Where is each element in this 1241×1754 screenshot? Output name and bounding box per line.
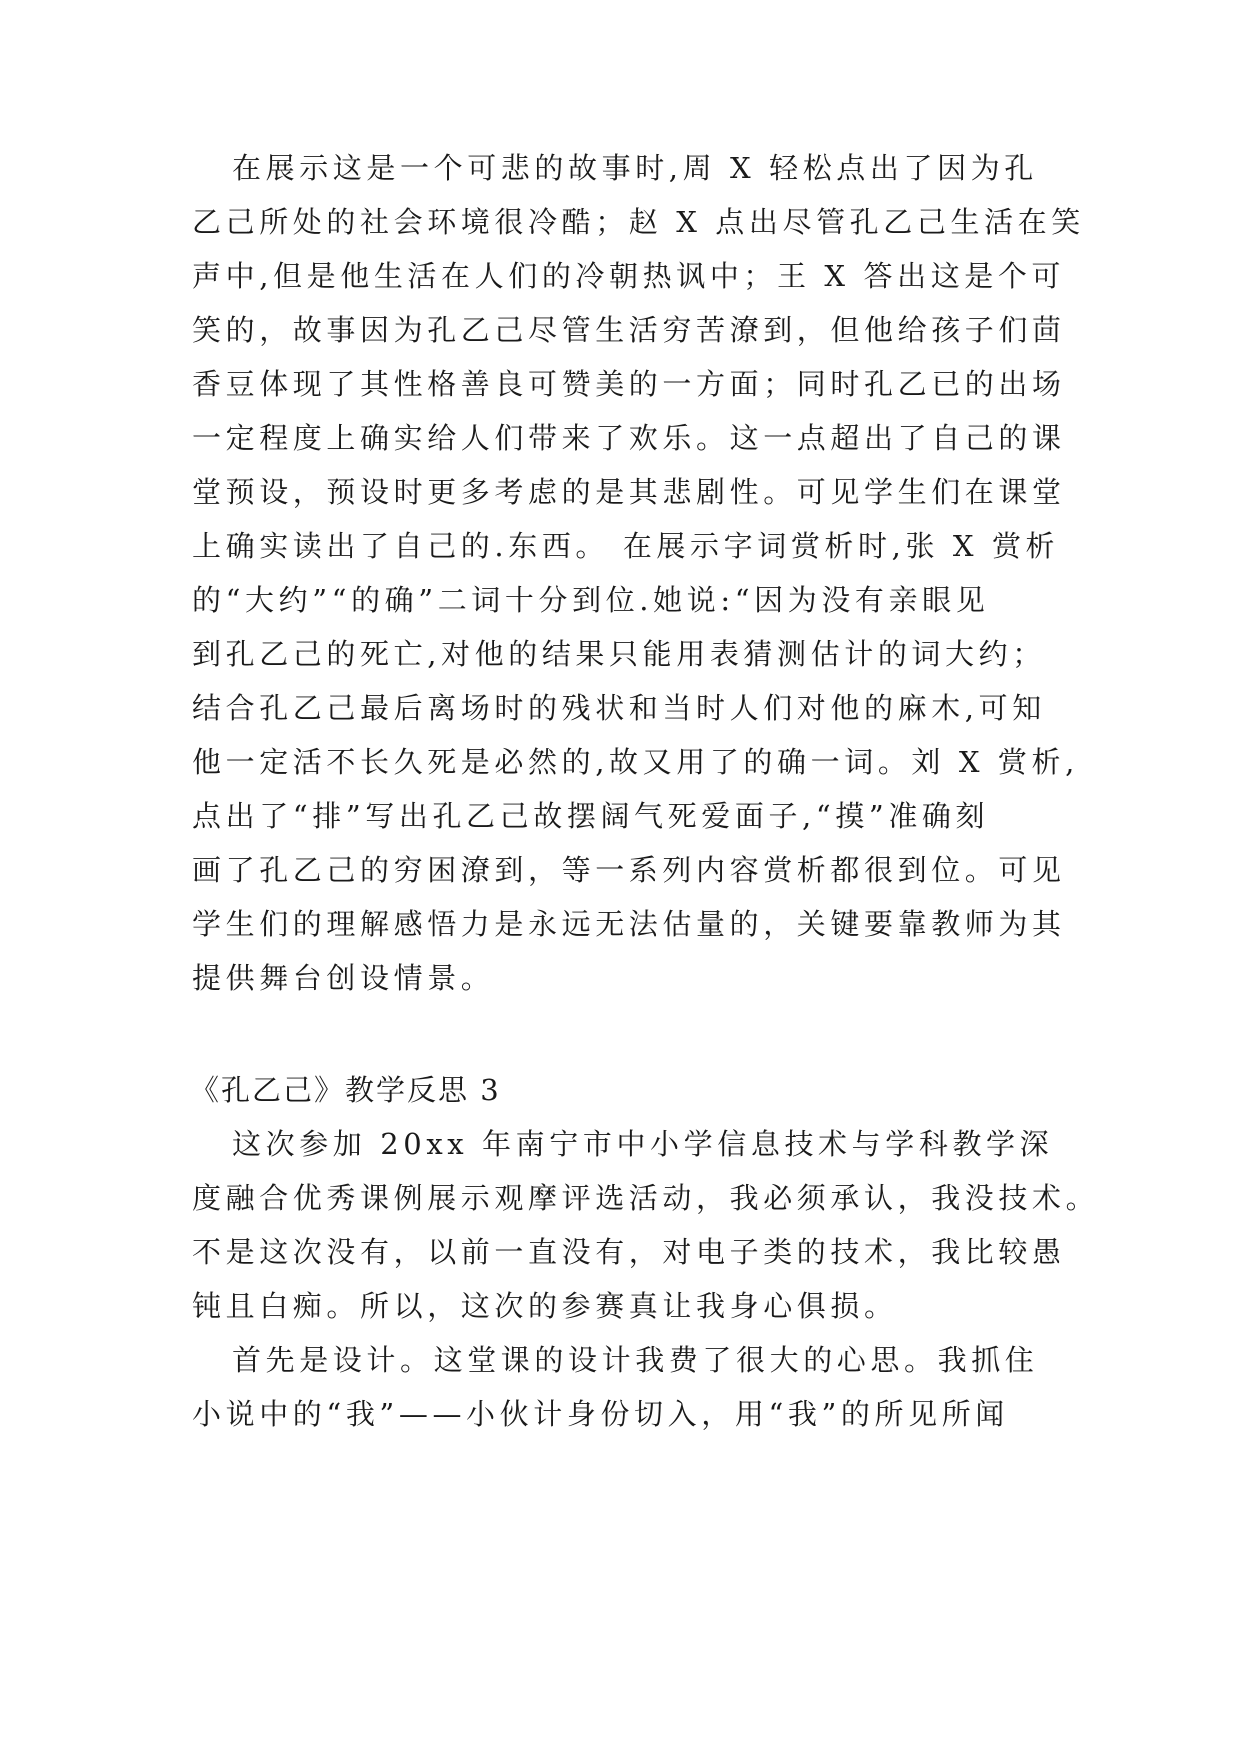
paragraph-line: 笑的，故事因为孔乙己尽管生活穷苦潦到，但他给孩子们茴: [192, 313, 1066, 347]
paragraph-line: 声中,但是他生活在人们的冷朝热讽中；王 X 答出这是个可: [192, 259, 1066, 293]
paragraph-line: 结合孔乙己最后离场时的残状和当时人们对他的麻木,可知: [192, 691, 1046, 725]
paragraph-line: 首先是设计。这堂课的设计我费了很大的心思。我抓住: [232, 1343, 1039, 1377]
paragraph-line: 上确实读出了自己的.东西。 在展示字词赏析时,张 X 赏析: [192, 529, 1060, 563]
paragraph-line: 乙己所处的社会环境很冷酷；赵 X 点出尽管孔乙己生活在笑: [192, 205, 1085, 239]
paragraph-line: 在展示这是一个可悲的故事时,周 X 轻松点出了因为孔: [232, 151, 1038, 185]
paragraph-line: 堂预设，预设时更多考虑的是其悲剧性。可见学生们在课堂: [192, 475, 1066, 509]
paragraph-line: 学生们的理解感悟力是永远无法估量的，关键要靠教师为其: [192, 907, 1066, 941]
paragraph-line: 提供舞台创设情景。: [192, 961, 495, 995]
paragraph-line: 画了孔乙己的穷困潦到，等一系列内容赏析都很到位。可见: [192, 853, 1066, 887]
paragraph-line: 一定程度上确实给人们带来了欢乐。这一点超出了自己的课: [192, 421, 1066, 455]
paragraph-line: 点出了“排”写出孔乙己故摆阔气死爱面子,“摸”准确刻: [192, 799, 990, 833]
paragraph-line: 到孔乙己的死亡,对他的结果只能用表猜测估计的词大约；: [192, 637, 1046, 671]
paragraph-line: 的“大约”“的确”二词十分到位.她说:“因为没有亲眼见: [192, 583, 990, 617]
paragraph-line: 小说中的“我”——小伙计身份切入，用“我”的所见所闻: [192, 1397, 1009, 1431]
section-title: 《孔乙己》教学反思 3: [190, 1073, 501, 1107]
paragraph-line: 这次参加 20xx 年南宁市中小学信息技术与学科教学深: [232, 1127, 1054, 1161]
paragraph-line: 不是这次没有，以前一直没有，对电子类的技术，我比较愚: [192, 1235, 1066, 1269]
paragraph-line: 度融合优秀课例展示观摩评选活动，我必须承认，我没技术。: [192, 1181, 1100, 1215]
paragraph-line: 香豆体现了其性格善良可赞美的一方面；同时孔乙已的出场: [192, 367, 1066, 401]
paragraph-line: 钝且白痴。所以，这次的参赛真让我身心俱损。: [192, 1289, 898, 1323]
paragraph-line: 他一定活不长久死是必然的,故又用了的确一词。刘 X 赏析,: [192, 745, 1079, 779]
